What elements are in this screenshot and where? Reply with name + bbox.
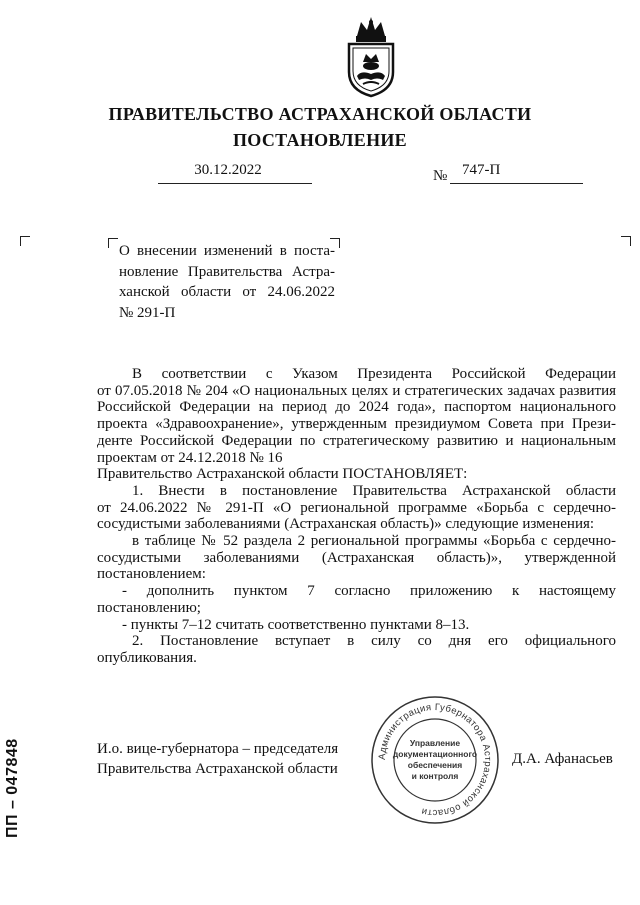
subject-line: № 291-П bbox=[119, 304, 176, 321]
stamp-center-line: обеспечения bbox=[407, 760, 463, 770]
stamp-center-line: Управление bbox=[409, 738, 461, 748]
body-line: от 24.06.2022 № 291-П «О региональной программе «Борьба с сердечно- bbox=[97, 499, 616, 516]
body-line: в таблице № 52 раздела 2 региональной программы «Борьба с сердечно- bbox=[132, 533, 616, 550]
document-subject bbox=[119, 241, 335, 323]
number-underline bbox=[450, 183, 583, 184]
document-date: 30.12.2022 bbox=[194, 162, 262, 178]
body-line: от 07.05.2018 № 204 «О национальных целях и стратегических задачах развития bbox=[97, 382, 616, 399]
position-line: И.о. вице-губернатора – председателя bbox=[97, 741, 339, 757]
corner-mark bbox=[621, 236, 631, 246]
stamp-center-line: и контроля bbox=[411, 771, 459, 781]
organization-title: ПРАВИТЕЛЬСТВО АСТРАХАНСКОЙ ОБЛАСТИ bbox=[108, 104, 532, 124]
body-line: сосудистыми заболеваниями (Астраханская область)», утвержденной bbox=[97, 549, 616, 566]
corner-mark bbox=[20, 236, 30, 246]
document-type: ПОСТАНОВЛЕНИЕ bbox=[233, 130, 407, 150]
stamp-center-line: документационного bbox=[392, 749, 478, 759]
subject-line: ханской области от 24.06.2022 bbox=[119, 284, 335, 300]
official-stamp bbox=[369, 694, 501, 826]
body-line: постановлению; bbox=[97, 599, 201, 616]
coat-of-arms-icon bbox=[343, 14, 399, 98]
resolves-line: Правительство Астраханской области ПОСТАНОВЛЯЕТ: bbox=[97, 466, 468, 483]
signatory-position bbox=[97, 739, 338, 779]
body-line: В соответствии с Указом Президента Российской Федерации bbox=[132, 366, 616, 382]
position-line: Правительства Астраханской области bbox=[97, 761, 338, 777]
body-line: проектам от 24.12.2018 № 16 bbox=[97, 449, 283, 466]
body-line: 1. Внести в постановление Правительства Астраханской области bbox=[132, 482, 616, 499]
signatory-name: Д.А. Афанасьев bbox=[512, 751, 613, 767]
document-body bbox=[97, 366, 616, 667]
body-line: денте Российской Федерации по стратегическому развитию и национальным bbox=[97, 432, 616, 449]
body-line: 2. Постановление вступает в силу со дня его официального bbox=[132, 633, 616, 650]
subject-line: О внесении изменений в поста- bbox=[119, 243, 335, 259]
body-line: сосудистыми заболеваниями (Астраханская область)» следующие изменения: bbox=[97, 516, 595, 533]
body-line: - дополнить пунктом 7 согласно приложению к настоящему bbox=[122, 583, 616, 600]
body-line: Российской Федерации на период до 2024 года», паспортом национального bbox=[97, 399, 616, 416]
stamp-ring-text: Администрация Губернатора Астраханской области bbox=[376, 701, 494, 819]
number-sign: № bbox=[433, 168, 448, 184]
body-line: - пункты 7–12 считать соответственно пунктами 8–13. bbox=[122, 616, 470, 633]
body-line: постановлением: bbox=[97, 566, 206, 583]
body-line: опубликования. bbox=[97, 649, 197, 666]
body-line: проекта «Здравоохранение», утвержденным президиумом Совета при Прези- bbox=[97, 416, 616, 433]
corner-mark bbox=[108, 238, 118, 248]
form-serial-number: ПП – 047848 bbox=[4, 738, 21, 838]
date-underline bbox=[158, 183, 312, 184]
subject-line: новление Правительства Астра- bbox=[119, 263, 335, 280]
document-number: 747-П bbox=[462, 162, 501, 178]
